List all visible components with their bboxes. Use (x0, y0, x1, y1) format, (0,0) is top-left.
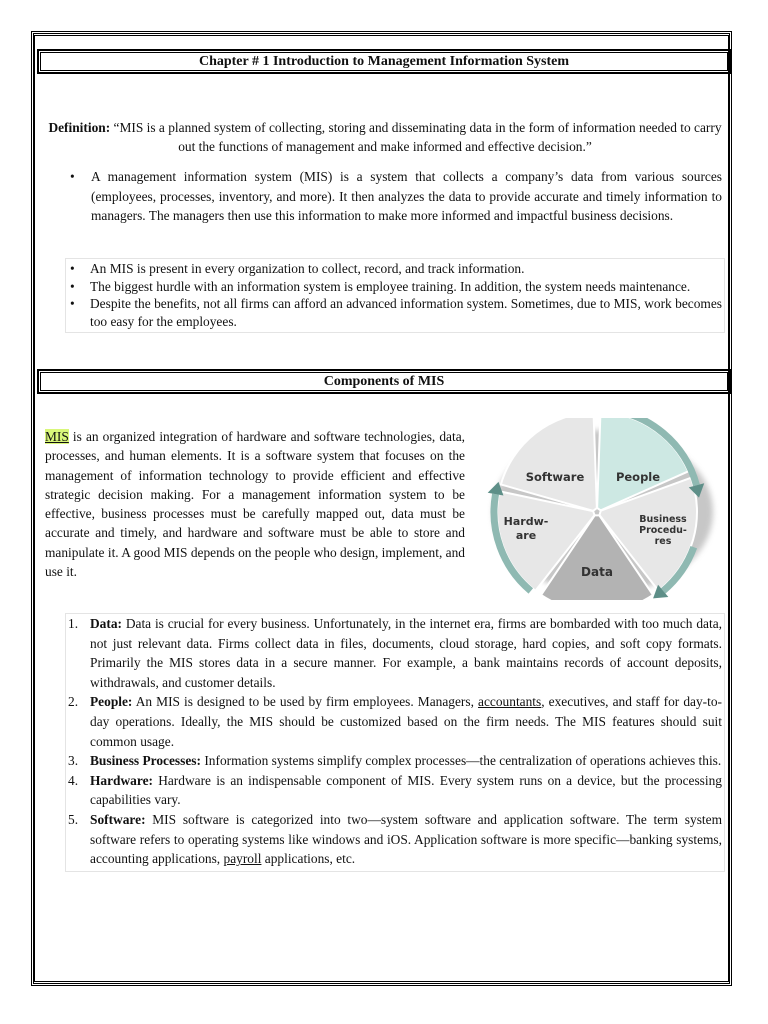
list-number: 5. (68, 811, 79, 827)
bullet-list-facts (65, 258, 725, 333)
segment-label-hardware-1: Hardw- (503, 515, 549, 528)
payroll-link[interactable]: payroll (223, 851, 262, 867)
segment-label-business-2: Procedu- (639, 525, 687, 536)
segment-label-data: Data (581, 565, 613, 579)
accountants-link[interactable]: accountants (478, 694, 542, 710)
list-term: People: (90, 694, 133, 710)
components-heading-text: Components of MIS (323, 373, 445, 389)
list-number: 3. (68, 753, 79, 769)
list-term: Hardware: (90, 772, 153, 788)
list-item-hardware (66, 771, 724, 810)
segment-label-business-1: Business (639, 514, 687, 525)
list-number: 2. (68, 694, 79, 710)
list-text: Data is crucial for every business. Unfortunately, in the internet era, firms are bombarded with too much data, not just relevant data. Firms collect data in files, documents, cloud storage, hard copies, and soft copy formats. Primarily the MIS stores data in a secure manner. For example, a bank maintains records of account deposits, withdrawals, and customer details. (90, 616, 722, 690)
segment-label-people: People (615, 470, 661, 484)
list-text: Information systems simplify complex processes—the centralization of operations achieves this. (200, 753, 722, 769)
list-text: , executives, and staff for day-to-day operations. Ideally, the MIS should be customized based on the firm needs. The MIS features should suit common usage. (90, 694, 722, 749)
segment-label-software: Software (525, 470, 585, 484)
list-item-data (66, 614, 724, 692)
list-term: Software: (90, 811, 146, 827)
mis-highlighted-link[interactable]: MIS (45, 429, 69, 444)
chapter-heading (37, 49, 731, 74)
list-item: • The biggest hurdle with an information system is employee training. In addition, the system needs maintenance. (66, 278, 724, 296)
list-text: An MIS is designed to be used by firm employees. Managers, (132, 694, 479, 710)
segment-label-business-3: res (654, 536, 672, 547)
list-number: 4. (68, 772, 79, 788)
components-intro-paragraph (45, 427, 465, 581)
chapter-heading-text: Chapter # 1 Introduction to Management Information System (198, 53, 570, 69)
list-term: Business Processes: (90, 753, 201, 769)
definition-label: Definition: (48, 120, 111, 135)
list-text: Hardware is an indispensable component of MIS. Every system runs on a device, but the processing capabilities vary. (90, 772, 722, 808)
mis-components-diagram (487, 418, 719, 600)
list-item: • An MIS is present in every organization to collect, record, and track information. (66, 260, 724, 278)
list-item-software (66, 810, 724, 869)
list-item: • Despite the benefits, not all firms can afford an advanced information system. Sometimes, due to MIS, work becomes too easy for the employees. (66, 295, 724, 330)
segment-label-hardware-2: are (515, 529, 537, 542)
list-item: • A management information system (MIS) is a system that collects a company’s data from various sources (employees, processes, inventory, and more). It then analyzes the data to provide accurate and timely information to managers. The managers then use this information to make more informed and impactful business decisions. (66, 167, 722, 226)
definition-paragraph (44, 118, 726, 156)
list-term: Data: (90, 616, 122, 631)
components-heading (37, 369, 731, 394)
bullet-list-overview (66, 167, 722, 226)
components-numbered-list (65, 613, 725, 872)
list-number: 1. (68, 616, 79, 631)
list-text: applications, etc. (261, 851, 356, 867)
intro-text: is an organized integration of hardware and software technologies, data, processes, and human elements. It is a software system that focuses on the management of information technology to provide efficient and effective strategic decision making. For a management information system to be effective, business processes must be carefully mapped out, data must be accurate and timely, and hardware and software must be able to store and manipulate it. A good MIS depends on the people who design, implement, and use it. (45, 429, 465, 580)
list-text: MIS software is categorized into two—system software and application software. The term system software refers to operating systems like windows and iOS. Application software is more specific—banking systems, accounting applications, (90, 811, 722, 867)
list-item-people (66, 692, 724, 751)
definition-text: “MIS is a planned system of collecting, storing and disseminating data in the form of information needed to carry out the functions of management and make informed and effective decision.” (110, 120, 722, 154)
list-item-business-processes (66, 751, 724, 771)
